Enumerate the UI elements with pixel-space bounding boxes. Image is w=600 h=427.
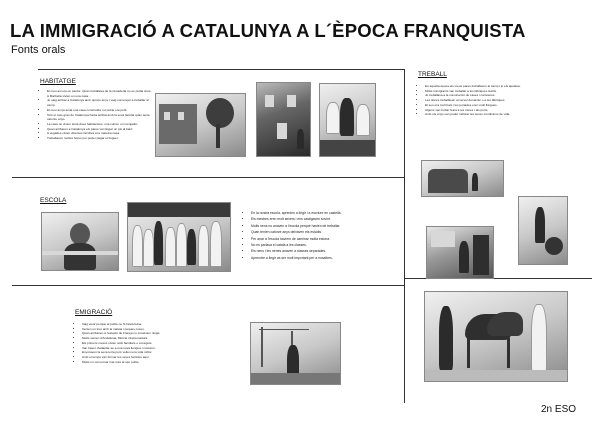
list-item: • El meu avi era un pastor. Quan treballava de la ramaderia no es podia viure. A Marbella vivien en una casa... bbox=[47, 89, 152, 98]
escola-list bbox=[244, 210, 401, 261]
list-item: • Van haver d'adaptar-se a una nova llengua i costums. bbox=[82, 346, 232, 351]
list-item: • Quan arribaven a l'estació de França no coneixien ningú. bbox=[82, 331, 232, 336]
list-item: • Els primers mesos vivien amb familiars o coneguts. bbox=[82, 341, 232, 346]
list-item: • Enyoraven la seva terra però volien una vida millor. bbox=[82, 350, 232, 355]
list-item: • Les dones treballaven al servei domèstic o a les fàbriques. bbox=[425, 98, 577, 103]
list-item: • Jo vaig arribar a Catalunya amb quinze anys i vaig començar a treballar al camp. bbox=[47, 98, 152, 107]
list-item: • Venien en tren amb la maleta i poques coses. bbox=[82, 327, 232, 332]
list-item: • Molts no van tornar mai més al seu poble. bbox=[82, 360, 232, 365]
list-item: • Amb el temps van formar les seves famílies aquí. bbox=[82, 355, 232, 360]
photo-worker-machine bbox=[518, 196, 568, 265]
section-heading-habitatge: HABITATGE bbox=[40, 78, 76, 85]
page-subtitle: Fonts orals bbox=[11, 44, 66, 56]
footer-grade-label: 2n ESO bbox=[541, 404, 577, 415]
list-item: • La casa on vivien tenia dues habitacions, una cuina i un menjador. bbox=[47, 122, 152, 127]
divider-vertical bbox=[404, 69, 405, 403]
photo-school-class bbox=[127, 202, 231, 272]
divider-top bbox=[38, 69, 404, 70]
section-heading-escola: ESCOLA bbox=[40, 197, 67, 204]
list-item: • No es parlava el català a les classes. bbox=[251, 242, 401, 248]
list-item: • Molts immigrants van treballar a les fàbriques tèxtils. bbox=[425, 89, 577, 94]
list-item: • A vegades vivien diverses famílies a la mateixa casa. bbox=[47, 131, 152, 136]
list-item: • Jo treballava a la construcció de cases i carreteres. bbox=[425, 93, 577, 98]
list-item: • Per anar a l'escola havíem de caminar molta estona. bbox=[251, 236, 401, 242]
list-item: • En la nostra escola, aprenien a llegir i a escriure en castellà. bbox=[251, 210, 401, 216]
list-item: • Els nens i les nenes anaven a classes separades. bbox=[251, 248, 401, 254]
divider-lower bbox=[12, 285, 404, 286]
list-item: • Alguns van trobar feina a les mines i als ports. bbox=[425, 108, 577, 113]
section-heading-treball: TREBALL bbox=[418, 71, 447, 78]
page-title: LA IMMIGRACIÓ A CATALUNYA A L´ÈPOCA FRANQUISTA bbox=[10, 20, 526, 41]
list-item: • Molts nens no anaven a l'escola perquè havien de treballar. bbox=[251, 223, 401, 229]
list-item: • Els mestres eren molt severs i ens castigaven sovint. bbox=[251, 216, 401, 222]
list-item: • Tots el més gran de Catalunya havia arribat amb la seva família quan tenia catorze anys. bbox=[47, 113, 152, 122]
emigracio-list bbox=[75, 322, 232, 364]
photo-family-seated bbox=[319, 83, 376, 157]
habitatge-list bbox=[40, 89, 152, 141]
section-heading-emigracio: EMIGRACIÓ bbox=[75, 309, 113, 316]
photo-house-facade bbox=[256, 82, 311, 157]
list-item: • Molts venien d'Andalusia, Múrcia i Extremadura. bbox=[82, 336, 232, 341]
list-item: • Amb els anys van poder millorar les seves condicions de vida. bbox=[425, 112, 577, 117]
photo-workshop-interior bbox=[426, 226, 494, 279]
list-item: • Quan tenien catorze anys deixaven els estudis. bbox=[251, 229, 401, 235]
list-item: • Vaig venir perquè al poble no hi havia feina. bbox=[82, 322, 232, 327]
list-item: • En aquella època els meus pares treballaven al camp i jo els ajudava. bbox=[425, 84, 577, 89]
photo-schoolboy-portrait bbox=[41, 212, 119, 271]
list-item: • Aprendre a llegir va ser molt important per a nosaltres. bbox=[251, 255, 401, 261]
list-item: • El sou era molt baix i les jornades eren molt llargues. bbox=[425, 103, 577, 108]
divider-middle bbox=[12, 177, 404, 178]
photo-hay-stack bbox=[421, 160, 504, 197]
photo-man-at-harbour bbox=[250, 322, 341, 385]
photo-village-street bbox=[155, 93, 246, 157]
list-item: • Treballaven moltes hores per poder pagar el lloguer. bbox=[47, 136, 152, 141]
treball-list bbox=[418, 84, 577, 117]
list-item: • Quan arribaren a Catalunya els pares van llogar un pis al barri. bbox=[47, 127, 152, 132]
list-item: • El meu avi ja tenia una casa construïda i el poble era petit. bbox=[47, 108, 152, 113]
photo-men-with-horses bbox=[424, 291, 568, 382]
